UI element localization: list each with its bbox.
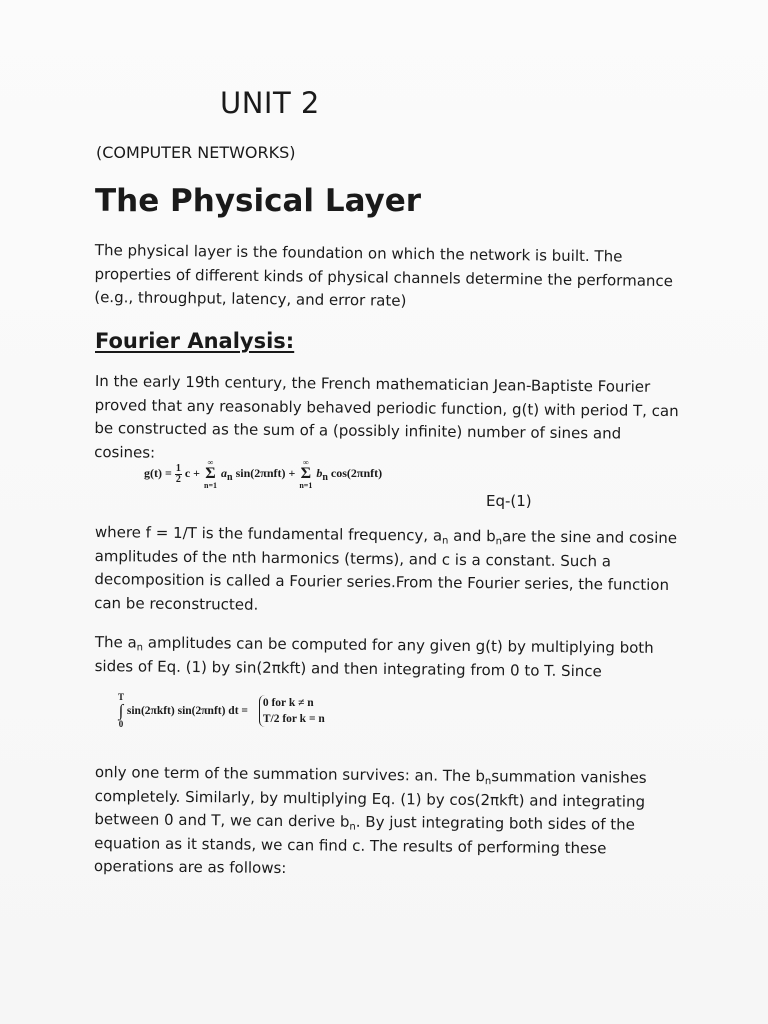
eq2-case-2: T/2 for k = n	[262, 713, 325, 725]
eq1-fraction	[175, 464, 182, 485]
integral-sign: ∫	[118, 701, 124, 720]
sum-lower-limit: n=1	[299, 481, 313, 490]
integral-symbol	[118, 692, 124, 730]
sum-upper-limit: ∞	[207, 458, 214, 467]
eq1-frac-numerator: 1	[175, 462, 181, 474]
eq1-term1: $a_n$ sin(2πnft) +	[221, 465, 296, 483]
fourier-intro-paragraph: In the early 19th century, the French mathematician Jean-Baptiste Fourier proved that any reasonably behaved periodic function, g(t) with period T, can be constructed as the sum of a (possibly infinite) number of sines and cosines:	[94, 371, 679, 462]
integral-lower-limit: 0	[118, 719, 124, 729]
eq2-integrand: sin(2πkft) sin(2πnft) dt =	[126, 705, 248, 717]
fourier-series-equation	[144, 458, 382, 490]
sum-upper-limit: ∞	[302, 458, 309, 467]
eq1-sum-1	[204, 458, 217, 490]
eq1-lhs: g(t) =	[144, 465, 172, 480]
page-heading: The Physical Layer	[95, 183, 422, 219]
sigma-symbol: Σ	[300, 465, 312, 482]
sum-lower-limit: n=1	[204, 481, 218, 490]
subject-label: (COMPUTER NETWORKS)	[96, 143, 296, 162]
orthogonality-equation	[118, 692, 325, 730]
unit-title: UNIT 2	[220, 86, 320, 120]
summation-paragraph: only one term of the summation survives: an. The $b_nsummation$ vanishes completely. Similarly, by multiplying Eq. (1) by cos(2πkft) and integrating between 0 and T, we can derive $b_n$. By just integrating both sides of the equation as it stands, we can find c. The results of performing these operations are as follows:	[93, 762, 647, 878]
equation-label: Eq-(1)	[486, 492, 532, 510]
integral-upper-limit: T	[118, 692, 125, 702]
eq1-term2: $b_n$ cos(2πnft)	[316, 465, 383, 483]
amplitudes-paragraph: The $a_n$ amplitudes can be computed for any given g(t) by multiplying both sides of Eq. (1) by sin(2πkft) and then integrating from 0 to T. Since	[94, 632, 654, 680]
eq1-frac-denominator: 2	[175, 473, 181, 485]
eq2-cases	[259, 695, 325, 727]
eq1-c-term: c +	[184, 465, 200, 480]
where-paragraph: where f = 1/T is the fundamental frequency, $a_n$ and $b_nare$ the sine and cosine amplitudes of the nth harmonics (terms), and c is a constant. Such a decomposition is called a Fourier series.From the Fourier series, the function can be reconstructed.	[94, 522, 678, 614]
sigma-symbol: Σ	[205, 465, 216, 482]
intro-paragraph: The physical layer is the foundation on which the network is built. The properties of different kinds of physical channels determine the performance (e.g., throughput, latency, and error rate)	[94, 240, 674, 310]
eq2-case-1: 0 for k ≠ n	[262, 697, 314, 709]
eq1-sum-2	[299, 458, 312, 490]
section-heading-fourier: Fourier Analysis:	[95, 329, 295, 353]
